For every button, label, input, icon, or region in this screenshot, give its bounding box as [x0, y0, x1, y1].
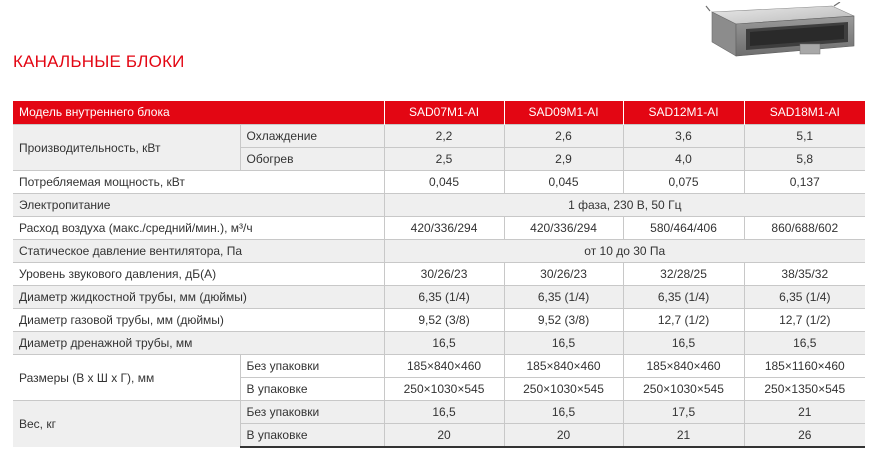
header-model-3: SAD12M1-AI: [623, 101, 744, 125]
table-row: [13, 240, 865, 263]
table-cell: 250×1030×545: [384, 378, 504, 401]
table-cell: 0,137: [744, 171, 865, 194]
specifications-table: [13, 101, 865, 448]
table-cell: 5,1: [744, 125, 865, 148]
table-cell: 5,8: [744, 148, 865, 171]
table-row: [13, 194, 865, 217]
header-model-1: SAD07M1-AI: [384, 101, 504, 125]
table-row: [13, 286, 865, 309]
ducted-unit-photo-icon: [700, 2, 860, 62]
table-cell: 250×1350×545: [744, 378, 865, 401]
sub-label-cooling: Охлаждение: [240, 125, 384, 148]
table-cell: 30/26/23: [384, 263, 504, 286]
table-cell: 2,9: [504, 148, 623, 171]
header-model-4: SAD18M1-AI: [744, 101, 865, 125]
table-cell: 0,045: [504, 171, 623, 194]
table-cell: 16,5: [504, 332, 623, 355]
sub-label-unpacked: Без упаковки: [240, 355, 384, 378]
table-cell: 16,5: [384, 401, 504, 424]
table-row: [13, 332, 865, 355]
table-cell: 0,045: [384, 171, 504, 194]
table-cell: 32/28/25: [623, 263, 744, 286]
table-cell: 20: [504, 424, 623, 448]
table-header-row: [13, 101, 865, 125]
table-cell: 4,0: [623, 148, 744, 171]
table-cell: 9,52 (3/8): [384, 309, 504, 332]
row-label-static-pressure: Статическое давление вентилятора, Па: [13, 240, 384, 263]
table-cell: 250×1030×545: [504, 378, 623, 401]
header-model-2: SAD09M1-AI: [504, 101, 623, 125]
row-label-power: Потребляемая мощность, кВт: [13, 171, 384, 194]
page-title: КАНАЛЬНЫЕ БЛОКИ: [13, 52, 185, 71]
table-row: [13, 171, 865, 194]
table-row: [13, 217, 865, 240]
table-row: [13, 263, 865, 286]
table-cell: 16,5: [623, 332, 744, 355]
table-cell: 860/688/602: [744, 217, 865, 240]
table-cell: 2,2: [384, 125, 504, 148]
row-label-noise: Уровень звукового давления, дБ(А): [13, 263, 384, 286]
sub-label-packed: В упаковке: [240, 424, 384, 448]
table-cell: 21: [744, 401, 865, 424]
sub-label-unpacked: Без упаковки: [240, 401, 384, 424]
table-cell: 12,7 (1/2): [744, 309, 865, 332]
table-cell: 3,6: [623, 125, 744, 148]
table-cell: 6,35 (1/4): [504, 286, 623, 309]
table-cell: 16,5: [384, 332, 504, 355]
table-cell: 420/336/294: [504, 217, 623, 240]
table-cell: 0,075: [623, 171, 744, 194]
table-cell: 185×840×460: [504, 355, 623, 378]
table-cell: от 10 до 30 Па: [384, 240, 865, 263]
table-cell: 580/464/406: [623, 217, 744, 240]
sub-label-heating: Обогрев: [240, 148, 384, 171]
row-label-dimensions: Размеры (В х Ш х Г), мм: [13, 355, 240, 401]
table-cell: 16,5: [744, 332, 865, 355]
table-cell: 420/336/294: [384, 217, 504, 240]
table-row: [13, 355, 865, 378]
table-cell: 20: [384, 424, 504, 448]
table-cell: 6,35 (1/4): [744, 286, 865, 309]
row-label-gas-pipe: Диаметр газовой трубы, мм (дюймы): [13, 309, 384, 332]
table-cell: 6,35 (1/4): [623, 286, 744, 309]
table-cell: 2,5: [384, 148, 504, 171]
row-label-drain-pipe: Диаметр дренажной трубы, мм: [13, 332, 384, 355]
table-row: [13, 309, 865, 332]
table-row: [13, 401, 865, 424]
table-cell: 250×1030×545: [623, 378, 744, 401]
header-model-label: Модель внутреннего блока: [13, 101, 384, 125]
table-cell: 38/35/32: [744, 263, 865, 286]
table-cell: 16,5: [504, 401, 623, 424]
row-label-airflow: Расход воздуха (макс./средний/мин.), м³/ч: [13, 217, 384, 240]
table-row: [13, 125, 865, 148]
row-label-productivity: Производительность, кВт: [13, 125, 240, 171]
row-label-liquid-pipe: Диаметр жидкостной трубы, мм (дюймы): [13, 286, 384, 309]
table-cell: 185×1160×460: [744, 355, 865, 378]
sub-label-packed: В упаковке: [240, 378, 384, 401]
table-cell: 21: [623, 424, 744, 448]
table-cell: 6,35 (1/4): [384, 286, 504, 309]
row-label-supply: Электропитание: [13, 194, 384, 217]
table-cell: 185×840×460: [623, 355, 744, 378]
row-label-weight: Вес, кг: [13, 401, 240, 448]
table-cell: 2,6: [504, 125, 623, 148]
table-cell: 30/26/23: [504, 263, 623, 286]
table-cell: 9,52 (3/8): [504, 309, 623, 332]
table-cell: 185×840×460: [384, 355, 504, 378]
table-cell: 12,7 (1/2): [623, 309, 744, 332]
table-cell: 26: [744, 424, 865, 448]
table-cell: 1 фаза, 230 В, 50 Гц: [384, 194, 865, 217]
table-cell: 17,5: [623, 401, 744, 424]
